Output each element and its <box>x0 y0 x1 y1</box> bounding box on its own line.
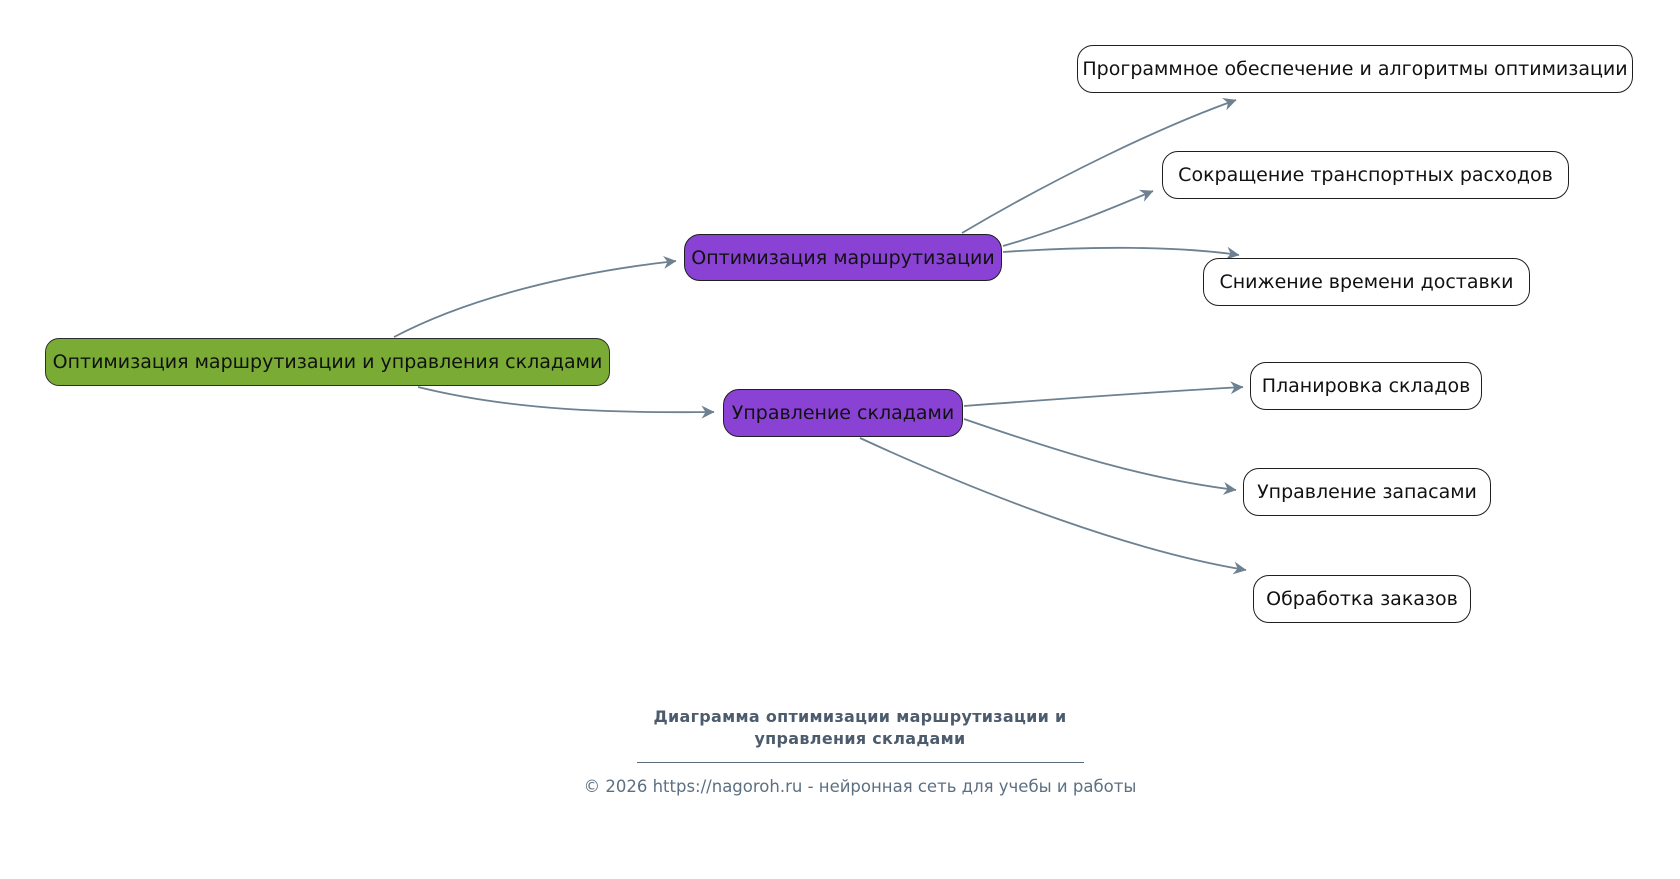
node-warehouse-management-label: Управление складами <box>731 402 955 424</box>
node-warehouse-layout <box>1250 362 1482 410</box>
diagram-title-line2: управления складами <box>754 729 966 748</box>
edge-routing-to-delivery <box>1003 248 1239 255</box>
node-order-processing-label: Обработка заказов <box>1266 588 1458 610</box>
node-warehouse-management <box>723 389 963 437</box>
node-inventory-management <box>1243 468 1491 516</box>
copyright-text: © 2026 https://nagoroh.ru - нейронная сеть для учебы и работы <box>583 777 1137 796</box>
edge-warehouse-to-layout <box>964 387 1243 406</box>
node-software-algorithms <box>1077 45 1633 93</box>
node-root-label: Оптимизация маршрутизации и управления складами <box>52 351 603 373</box>
node-inventory-management-label: Управление запасами <box>1257 481 1477 503</box>
diagram-title <box>560 706 1160 750</box>
edge-routing-to-costs <box>1003 191 1153 246</box>
node-routing-optimization-label: Оптимизация маршрутизации <box>691 246 995 269</box>
node-delivery-time <box>1203 258 1530 306</box>
node-order-processing <box>1253 575 1471 623</box>
edge-warehouse-to-inventory <box>964 419 1236 490</box>
edge-warehouse-to-orders <box>860 438 1246 570</box>
edge-root-to-warehouse <box>418 387 714 412</box>
node-root <box>45 338 610 386</box>
edge-root-to-routing <box>394 261 676 337</box>
footer <box>560 706 1160 796</box>
diagram-title-line1: Диаграмма оптимизации маршрутизации и <box>653 707 1067 726</box>
footer-divider <box>637 762 1084 763</box>
node-transport-costs-label: Сокращение транспортных расходов <box>1178 164 1553 186</box>
node-software-algorithms-label: Программное обеспечение и алгоритмы оптимизации <box>1082 58 1628 80</box>
node-delivery-time-label: Снижение времени доставки <box>1219 271 1514 293</box>
node-warehouse-layout-label: Планировка складов <box>1261 375 1471 397</box>
node-transport-costs <box>1162 151 1569 199</box>
node-routing-optimization <box>684 234 1002 281</box>
